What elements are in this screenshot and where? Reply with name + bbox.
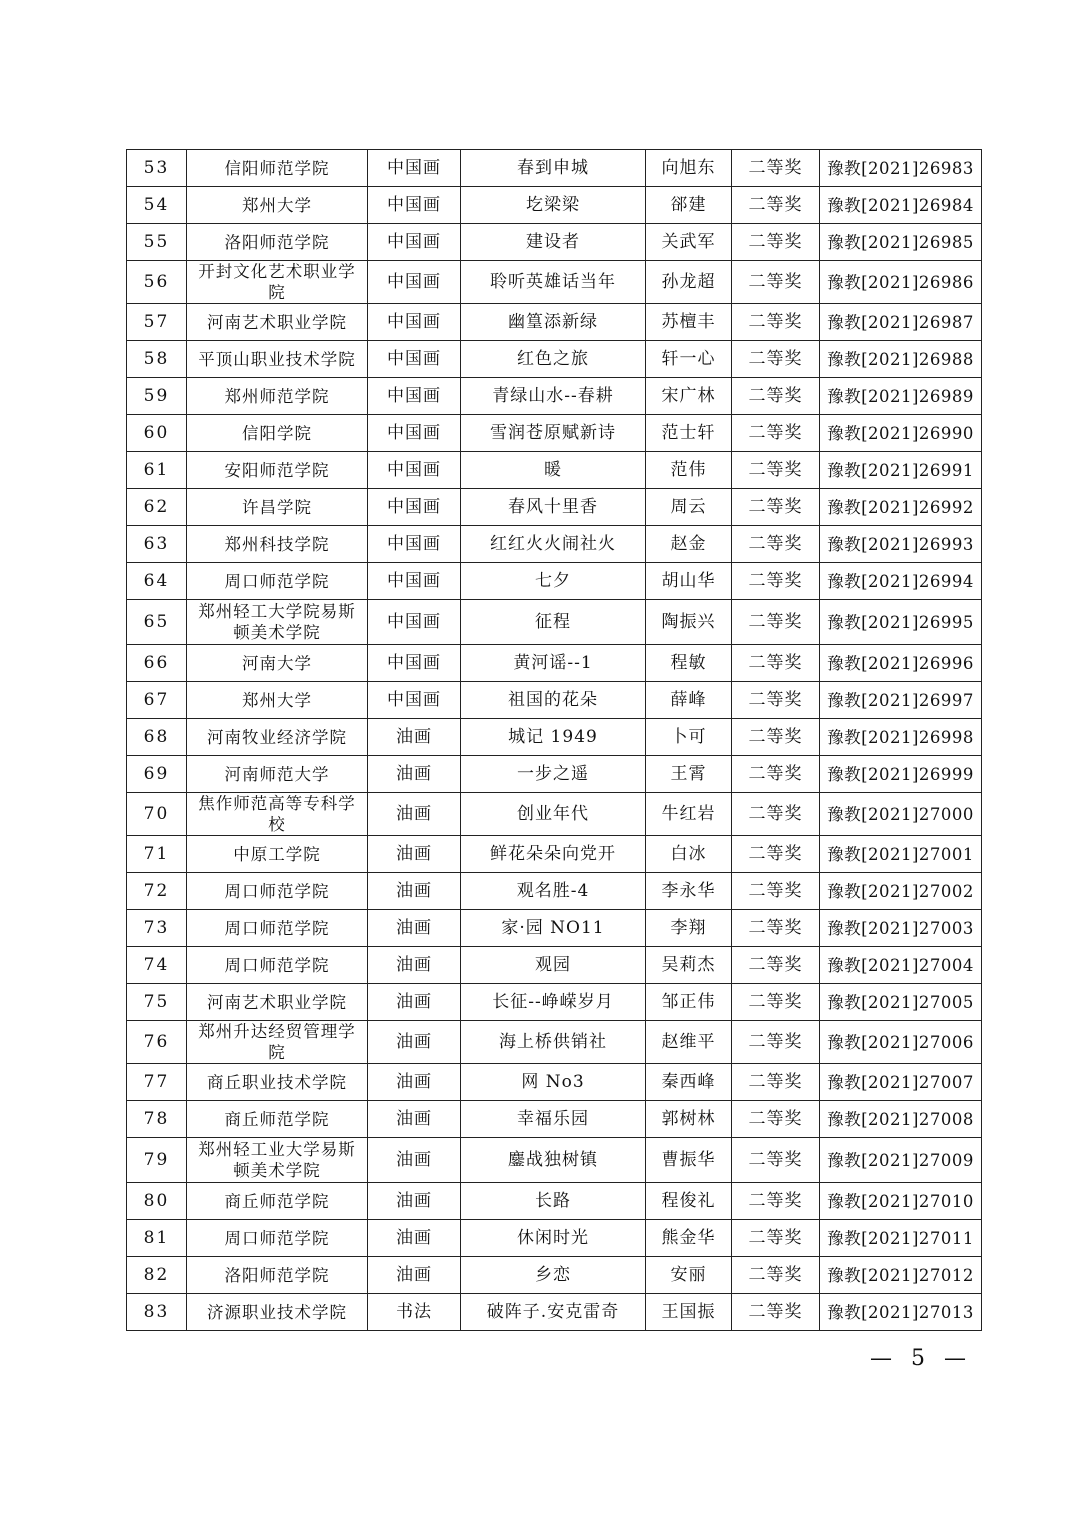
- author-name: 宋广林: [646, 378, 732, 415]
- table-row: [127, 187, 982, 224]
- document-number: 豫教[2021]26997: [820, 682, 982, 719]
- category: 中国画: [368, 682, 461, 719]
- award-level: 二等奖: [732, 150, 820, 187]
- document-number: 豫教[2021]27001: [820, 836, 982, 873]
- category: 油画: [368, 836, 461, 873]
- category: 油画: [368, 1021, 461, 1064]
- author-name: 程俊礼: [646, 1183, 732, 1220]
- document-number: 豫教[2021]27005: [820, 984, 982, 1021]
- document-number: 豫教[2021]27013: [820, 1294, 982, 1331]
- category: 油画: [368, 793, 461, 836]
- award-level: 二等奖: [732, 1101, 820, 1138]
- work-title: 红色之旅: [461, 341, 646, 378]
- table-row: [127, 1294, 982, 1331]
- table-row: [127, 1064, 982, 1101]
- document-number: 豫教[2021]27004: [820, 947, 982, 984]
- row-number: 75: [127, 984, 187, 1021]
- award-level: 二等奖: [732, 415, 820, 452]
- school-name: 河南师范大学: [187, 756, 368, 793]
- document-number: 豫教[2021]27010: [820, 1183, 982, 1220]
- document-number: 豫教[2021]26984: [820, 187, 982, 224]
- table-row: [127, 415, 982, 452]
- school-name: 河南艺术职业学院: [187, 304, 368, 341]
- category: 中国画: [368, 224, 461, 261]
- author-name: 吴莉杰: [646, 947, 732, 984]
- table-row: [127, 1021, 982, 1064]
- award-level: 二等奖: [732, 526, 820, 563]
- document-number: 豫教[2021]26992: [820, 489, 982, 526]
- school-name: 河南艺术职业学院: [187, 984, 368, 1021]
- document-number: 豫教[2021]27012: [820, 1257, 982, 1294]
- work-title: 长征--峥嵘岁月: [461, 984, 646, 1021]
- school-name: 河南大学: [187, 645, 368, 682]
- document-number: 豫教[2021]26996: [820, 645, 982, 682]
- page-number: — 5 —: [870, 1346, 972, 1371]
- row-number: 82: [127, 1257, 187, 1294]
- work-title: 乡恋: [461, 1257, 646, 1294]
- document-number: 豫教[2021]27003: [820, 910, 982, 947]
- row-number: 62: [127, 489, 187, 526]
- award-level: 二等奖: [732, 600, 820, 645]
- school-name: 平顶山职业技术学院: [187, 341, 368, 378]
- work-title: 春到申城: [461, 150, 646, 187]
- school-name: 周口师范学院: [187, 910, 368, 947]
- school-name: 商丘师范学院: [187, 1183, 368, 1220]
- category: 中国画: [368, 341, 461, 378]
- school-name: 周口师范学院: [187, 873, 368, 910]
- work-title: 聆听英雄话当年: [461, 261, 646, 304]
- author-name: 邹正伟: [646, 984, 732, 1021]
- table-row: [127, 682, 982, 719]
- work-title: 创业年代: [461, 793, 646, 836]
- category: 中国画: [368, 378, 461, 415]
- work-title: 观园: [461, 947, 646, 984]
- author-name: 赵金: [646, 526, 732, 563]
- author-name: 郭树林: [646, 1101, 732, 1138]
- school-name: 河南牧业经济学院: [187, 719, 368, 756]
- work-title: 休闲时光: [461, 1220, 646, 1257]
- category: 中国画: [368, 563, 461, 600]
- row-number: 56: [127, 261, 187, 304]
- award-level: 二等奖: [732, 489, 820, 526]
- author-name: 卜可: [646, 719, 732, 756]
- table-row: [127, 304, 982, 341]
- category: 中国画: [368, 600, 461, 645]
- author-name: 陶振兴: [646, 600, 732, 645]
- school-name: 中原工学院: [187, 836, 368, 873]
- author-name: 薛峰: [646, 682, 732, 719]
- work-title: 祖国的花朵: [461, 682, 646, 719]
- school-name: 信阳学院: [187, 415, 368, 452]
- author-name: 熊金华: [646, 1220, 732, 1257]
- work-title: 建设者: [461, 224, 646, 261]
- row-number: 53: [127, 150, 187, 187]
- row-number: 61: [127, 452, 187, 489]
- category: 中国画: [368, 489, 461, 526]
- award-level: 二等奖: [732, 910, 820, 947]
- row-number: 79: [127, 1138, 187, 1183]
- school-name: 洛阳师范学院: [187, 224, 368, 261]
- table-row: [127, 452, 982, 489]
- table-row: [127, 873, 982, 910]
- author-name: 李翔: [646, 910, 732, 947]
- category: 油画: [368, 873, 461, 910]
- table-row: [127, 1138, 982, 1183]
- work-title: 城记 1949: [461, 719, 646, 756]
- award-level: 二等奖: [732, 756, 820, 793]
- school-name: 郑州轻工大学院易斯顿美术学院: [187, 600, 368, 645]
- table-row: [127, 793, 982, 836]
- row-number: 73: [127, 910, 187, 947]
- category: 油画: [368, 1220, 461, 1257]
- row-number: 76: [127, 1021, 187, 1064]
- award-level: 二等奖: [732, 1294, 820, 1331]
- school-name: 商丘师范学院: [187, 1101, 368, 1138]
- document-number: 豫教[2021]27000: [820, 793, 982, 836]
- table-row: [127, 341, 982, 378]
- award-level: 二等奖: [732, 1220, 820, 1257]
- school-name: 洛阳师范学院: [187, 1257, 368, 1294]
- author-name: 轩一心: [646, 341, 732, 378]
- work-title: 鏖战独树镇: [461, 1138, 646, 1183]
- category: 中国画: [368, 304, 461, 341]
- table-row: [127, 1101, 982, 1138]
- row-number: 59: [127, 378, 187, 415]
- category: 中国画: [368, 415, 461, 452]
- table-row: [127, 756, 982, 793]
- work-title: 网 No3: [461, 1064, 646, 1101]
- table-row: [127, 947, 982, 984]
- award-level: 二等奖: [732, 836, 820, 873]
- document-number: 豫教[2021]27002: [820, 873, 982, 910]
- row-number: 78: [127, 1101, 187, 1138]
- table-row: [127, 910, 982, 947]
- award-level: 二等奖: [732, 261, 820, 304]
- author-name: 王国振: [646, 1294, 732, 1331]
- row-number: 71: [127, 836, 187, 873]
- award-level: 二等奖: [732, 873, 820, 910]
- row-number: 70: [127, 793, 187, 836]
- category: 油画: [368, 1101, 461, 1138]
- award-level: 二等奖: [732, 452, 820, 489]
- row-number: 57: [127, 304, 187, 341]
- document-number: 豫教[2021]26994: [820, 563, 982, 600]
- document-number: 豫教[2021]27006: [820, 1021, 982, 1064]
- author-name: 周云: [646, 489, 732, 526]
- table-row: [127, 719, 982, 756]
- table-row: [127, 600, 982, 645]
- category: 油画: [368, 1064, 461, 1101]
- work-title: 幸福乐园: [461, 1101, 646, 1138]
- row-number: 63: [127, 526, 187, 563]
- award-level: 二等奖: [732, 682, 820, 719]
- table-row: [127, 1257, 982, 1294]
- category: 油画: [368, 756, 461, 793]
- document-number: 豫教[2021]27008: [820, 1101, 982, 1138]
- author-name: 范士轩: [646, 415, 732, 452]
- school-name: 郑州科技学院: [187, 526, 368, 563]
- table-row: [127, 261, 982, 304]
- table-row: [127, 224, 982, 261]
- school-name: 济源职业技术学院: [187, 1294, 368, 1331]
- category: 油画: [368, 1183, 461, 1220]
- school-name: 郑州轻工业大学易斯顿美术学院: [187, 1138, 368, 1183]
- document-number: 豫教[2021]26989: [820, 378, 982, 415]
- row-number: 67: [127, 682, 187, 719]
- author-name: 赵维平: [646, 1021, 732, 1064]
- table-row: [127, 150, 982, 187]
- row-number: 64: [127, 563, 187, 600]
- school-name: 周口师范学院: [187, 947, 368, 984]
- award-level: 二等奖: [732, 947, 820, 984]
- row-number: 55: [127, 224, 187, 261]
- row-number: 77: [127, 1064, 187, 1101]
- award-level: 二等奖: [732, 1021, 820, 1064]
- school-name: 郑州升达经贸管理学院: [187, 1021, 368, 1064]
- document-number: 豫教[2021]26986: [820, 261, 982, 304]
- table-row: [127, 563, 982, 600]
- table-row: [127, 836, 982, 873]
- document-number: 豫教[2021]27009: [820, 1138, 982, 1183]
- author-name: 程敏: [646, 645, 732, 682]
- work-title: 观名胜-4: [461, 873, 646, 910]
- school-name: 商丘职业技术学院: [187, 1064, 368, 1101]
- award-level: 二等奖: [732, 1064, 820, 1101]
- table-body: [127, 150, 982, 1331]
- category: 中国画: [368, 452, 461, 489]
- work-title: 雪润苍原赋新诗: [461, 415, 646, 452]
- document-number: 豫教[2021]26999: [820, 756, 982, 793]
- table-row: [127, 1183, 982, 1220]
- award-level: 二等奖: [732, 304, 820, 341]
- author-name: 范伟: [646, 452, 732, 489]
- work-title: 幽篁添新绿: [461, 304, 646, 341]
- document-number: 豫教[2021]26985: [820, 224, 982, 261]
- work-title: 黄河谣--1: [461, 645, 646, 682]
- row-number: 80: [127, 1183, 187, 1220]
- school-name: 安阳师范学院: [187, 452, 368, 489]
- document-number: 豫教[2021]26988: [820, 341, 982, 378]
- table-row: [127, 645, 982, 682]
- award-level: 二等奖: [732, 793, 820, 836]
- author-name: 胡山华: [646, 563, 732, 600]
- award-level: 二等奖: [732, 378, 820, 415]
- school-name: 郑州师范学院: [187, 378, 368, 415]
- school-name: 郑州大学: [187, 187, 368, 224]
- award-level: 二等奖: [732, 563, 820, 600]
- work-title: 征程: [461, 600, 646, 645]
- row-number: 83: [127, 1294, 187, 1331]
- row-number: 66: [127, 645, 187, 682]
- award-level: 二等奖: [732, 224, 820, 261]
- author-name: 李永华: [646, 873, 732, 910]
- row-number: 69: [127, 756, 187, 793]
- table-row: [127, 984, 982, 1021]
- author-name: 秦西峰: [646, 1064, 732, 1101]
- award-level: 二等奖: [732, 984, 820, 1021]
- award-level: 二等奖: [732, 645, 820, 682]
- row-number: 74: [127, 947, 187, 984]
- category: 中国画: [368, 150, 461, 187]
- award-level: 二等奖: [732, 1138, 820, 1183]
- award-level: 二等奖: [732, 1183, 820, 1220]
- category: 书法: [368, 1294, 461, 1331]
- school-name: 信阳师范学院: [187, 150, 368, 187]
- category: 油画: [368, 947, 461, 984]
- work-title: 鲜花朵朵向党开: [461, 836, 646, 873]
- school-name: 开封文化艺术职业学院: [187, 261, 368, 304]
- table-row: [127, 378, 982, 415]
- work-title: 暖: [461, 452, 646, 489]
- author-name: 白冰: [646, 836, 732, 873]
- row-number: 81: [127, 1220, 187, 1257]
- document-number: 豫教[2021]27011: [820, 1220, 982, 1257]
- school-name: 周口师范学院: [187, 1220, 368, 1257]
- row-number: 54: [127, 187, 187, 224]
- document-number: 豫教[2021]26998: [820, 719, 982, 756]
- row-number: 68: [127, 719, 187, 756]
- document-number: 豫教[2021]26993: [820, 526, 982, 563]
- school-name: 焦作师范高等专科学校: [187, 793, 368, 836]
- category: 中国画: [368, 645, 461, 682]
- row-number: 58: [127, 341, 187, 378]
- category: 油画: [368, 1257, 461, 1294]
- award-level: 二等奖: [732, 1257, 820, 1294]
- school-name: 郑州大学: [187, 682, 368, 719]
- document-number: 豫教[2021]26983: [820, 150, 982, 187]
- author-name: 苏檀丰: [646, 304, 732, 341]
- category: 中国画: [368, 261, 461, 304]
- category: 油画: [368, 1138, 461, 1183]
- work-title: 一步之遥: [461, 756, 646, 793]
- category: 油画: [368, 984, 461, 1021]
- document-number: 豫教[2021]26987: [820, 304, 982, 341]
- table-row: [127, 1220, 982, 1257]
- award-level: 二等奖: [732, 187, 820, 224]
- award-level: 二等奖: [732, 341, 820, 378]
- row-number: 60: [127, 415, 187, 452]
- school-name: 许昌学院: [187, 489, 368, 526]
- author-name: 王霄: [646, 756, 732, 793]
- document-number: 豫教[2021]26995: [820, 600, 982, 645]
- document-number: 豫教[2021]26990: [820, 415, 982, 452]
- work-title: 青绿山水--春耕: [461, 378, 646, 415]
- category: 油画: [368, 910, 461, 947]
- work-title: 破阵子.安克雷奇: [461, 1294, 646, 1331]
- work-title: 春风十里香: [461, 489, 646, 526]
- table-row: [127, 489, 982, 526]
- work-title: 七夕: [461, 563, 646, 600]
- award-level: 二等奖: [732, 719, 820, 756]
- author-name: 关武军: [646, 224, 732, 261]
- author-name: 郤建: [646, 187, 732, 224]
- school-name: 周口师范学院: [187, 563, 368, 600]
- work-title: 圪梁梁: [461, 187, 646, 224]
- author-name: 孙龙超: [646, 261, 732, 304]
- table-row: [127, 526, 982, 563]
- work-title: 长路: [461, 1183, 646, 1220]
- author-name: 牛红岩: [646, 793, 732, 836]
- category: 中国画: [368, 526, 461, 563]
- document-number: 豫教[2021]26991: [820, 452, 982, 489]
- author-name: 曹振华: [646, 1138, 732, 1183]
- category: 油画: [368, 719, 461, 756]
- award-table: [126, 149, 982, 1331]
- document-number: 豫教[2021]27007: [820, 1064, 982, 1101]
- work-title: 家·园 NO11: [461, 910, 646, 947]
- row-number: 72: [127, 873, 187, 910]
- work-title: 海上桥供销社: [461, 1021, 646, 1064]
- work-title: 红红火火闹社火: [461, 526, 646, 563]
- row-number: 65: [127, 600, 187, 645]
- author-name: 向旭东: [646, 150, 732, 187]
- category: 中国画: [368, 187, 461, 224]
- author-name: 安丽: [646, 1257, 732, 1294]
